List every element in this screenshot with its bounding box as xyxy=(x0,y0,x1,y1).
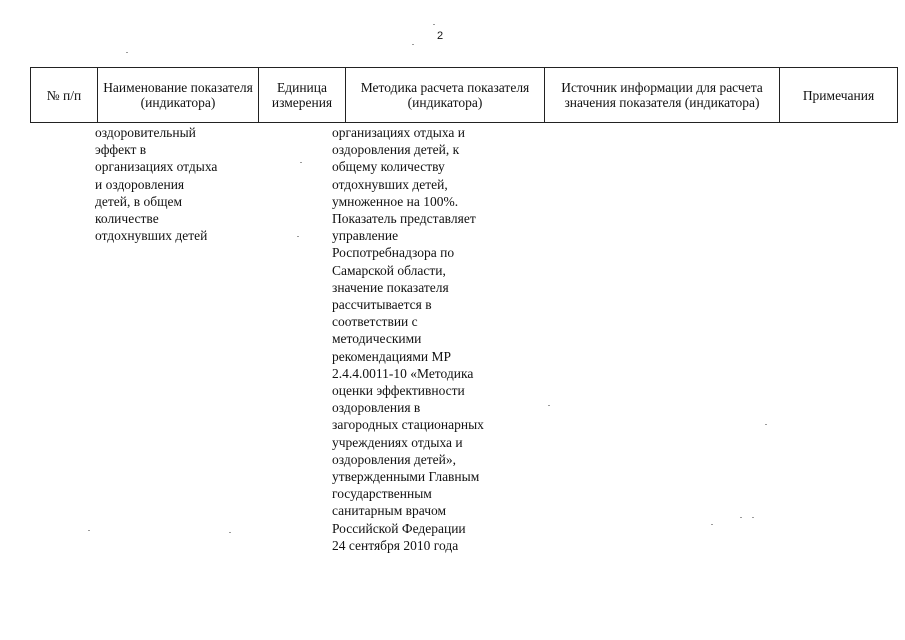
scan-speck xyxy=(300,162,302,163)
scan-speck xyxy=(126,52,128,53)
header-notes: Примечания xyxy=(780,68,898,123)
header-information-source: Источник информации для расчета значения показателя (индикатора) xyxy=(545,68,780,123)
header-unit: Единица измерения xyxy=(259,68,346,123)
header-calculation-method: Методика расчета показателя (индикатора) xyxy=(346,68,545,123)
header-number: № п/п xyxy=(31,68,98,123)
header-indicator-name: Наименование показателя (индикатора) xyxy=(98,68,259,123)
scan-speck xyxy=(412,44,414,45)
indicator-name-text: оздоровительный эффект в организациях отдыха и оздоровления детей, в общем количестве отдохнувших детей xyxy=(95,125,218,244)
calculation-method-text: организациях отдыха и оздоровления детей, к общему количеству отдохнувших детей, умноженное на 100%. Показатель представляет управление Роспотребнадзора по Самарской области, значение показателя рассчитывается в соответствии с методическими рекомендациями МР 2.4.4.0011-10 «Методика оценки эффективности оздоровления в загородных стационарных учреждениях отдыха и оздоровления детей», утвержденными Главным государственным санитарным врачом Российской Федерации 24 сентября 2010 года xyxy=(332,125,484,553)
scan-speck xyxy=(740,517,742,518)
scan-speck xyxy=(297,236,299,237)
table-header-row xyxy=(31,68,898,123)
scan-speck xyxy=(765,424,767,425)
page-number: 2 xyxy=(436,30,444,42)
scan-speck xyxy=(433,24,435,25)
scan-speck xyxy=(752,517,754,518)
scan-speck xyxy=(229,532,231,533)
scan-speck xyxy=(548,405,550,406)
scan-speck xyxy=(711,524,713,525)
scan-speck xyxy=(88,530,90,531)
indicator-table xyxy=(30,67,898,123)
